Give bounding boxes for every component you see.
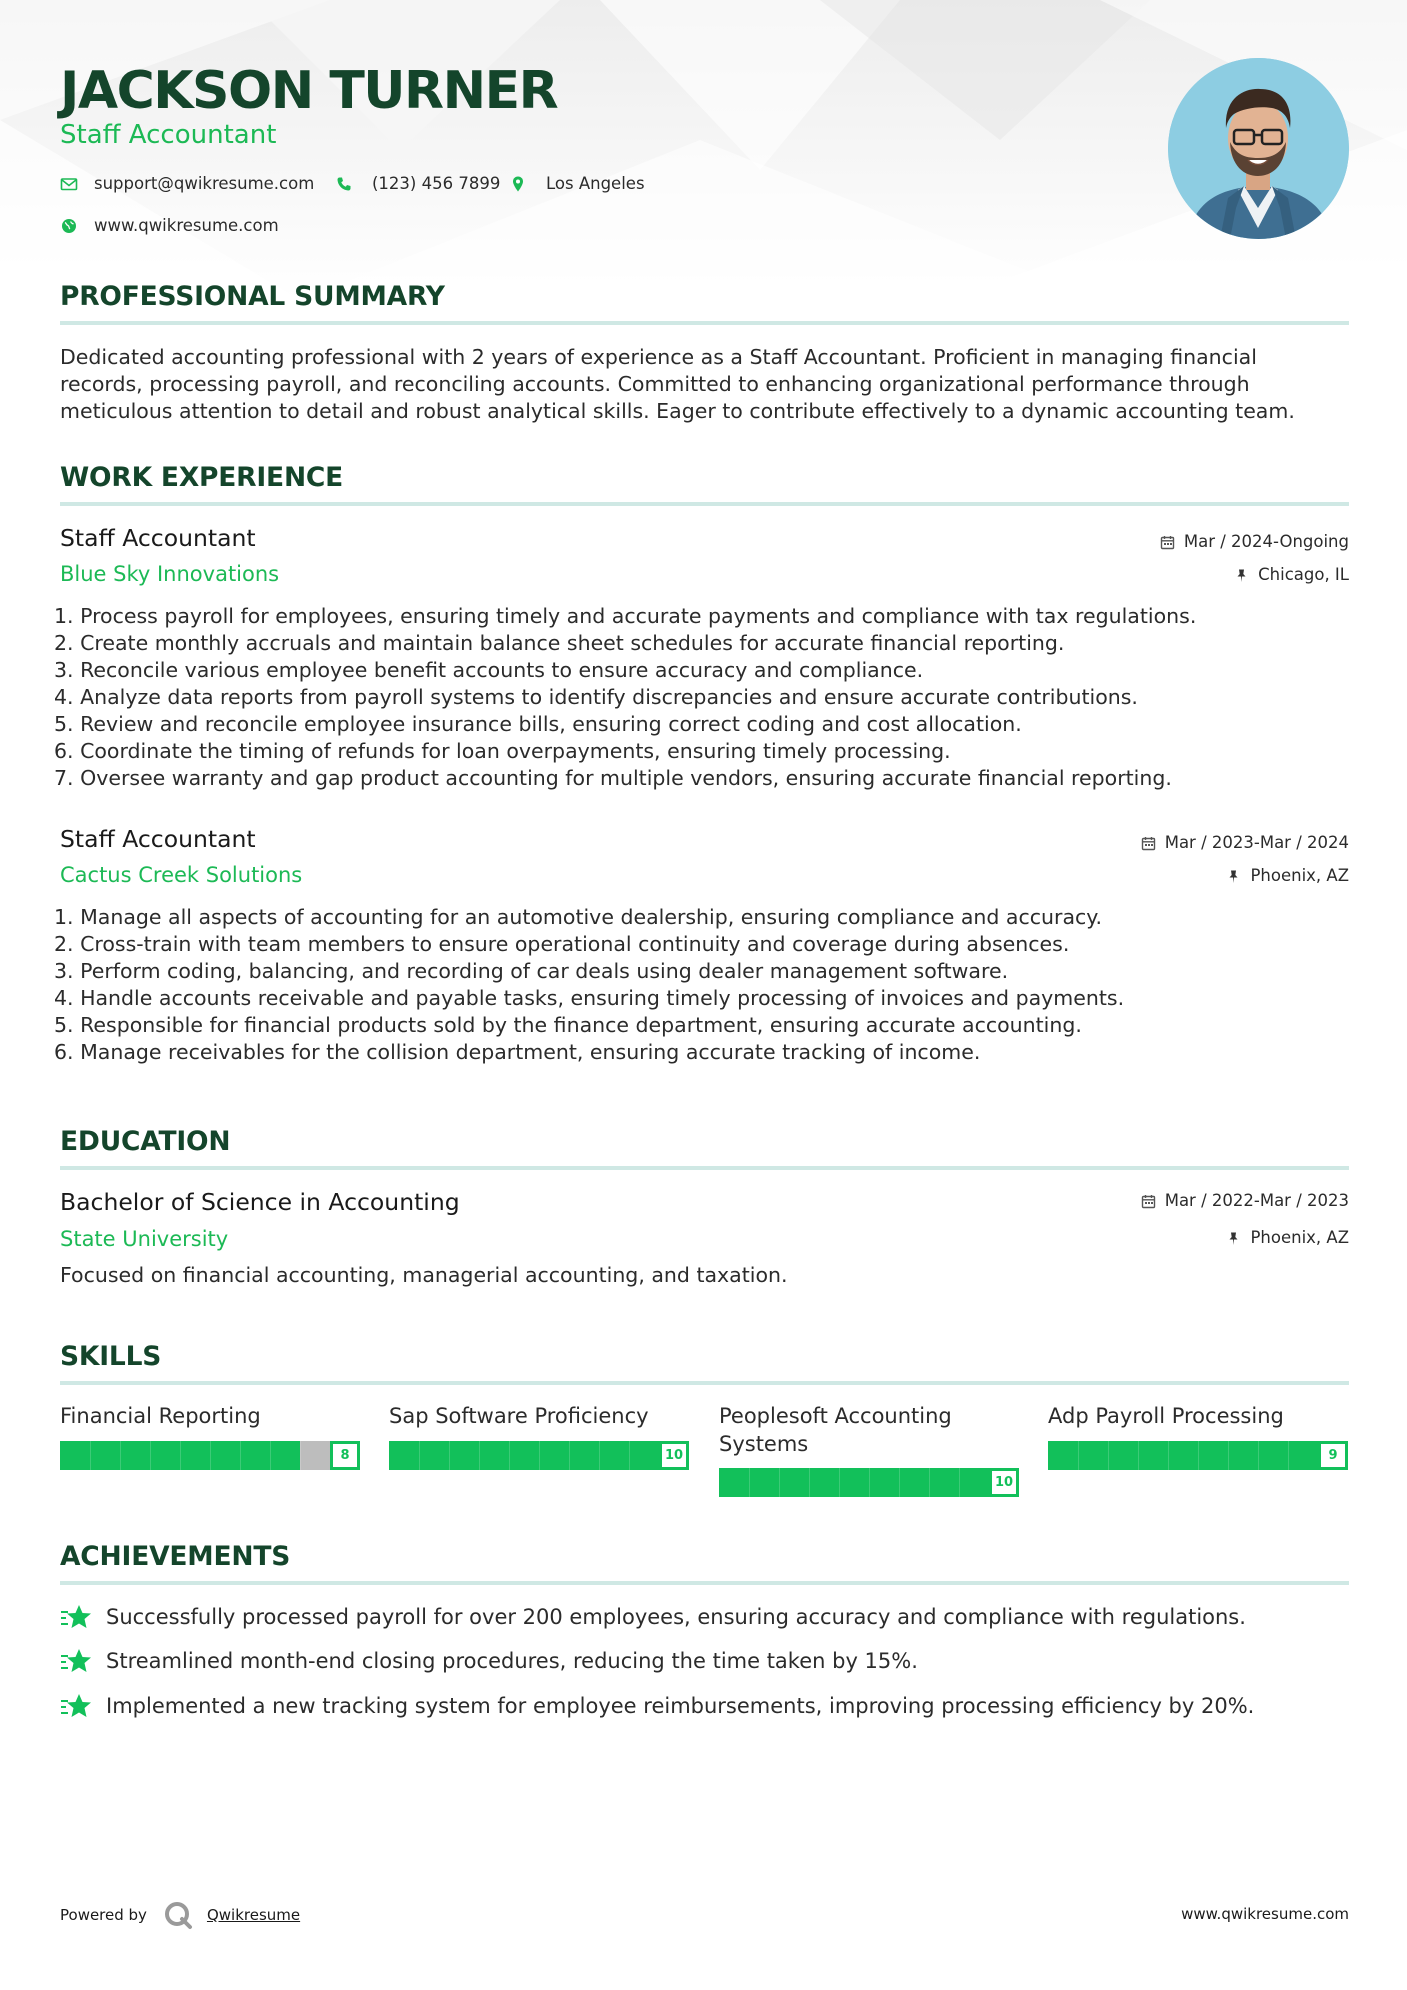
skill-meter-segment: [839, 1468, 840, 1497]
skill-label: Peoplesoft Accounting Systems: [719, 1404, 952, 1456]
skill-level: 8: [333, 1444, 357, 1467]
skill-label: Financial Reporting: [60, 1404, 261, 1428]
skill-meter-segment: [869, 1468, 870, 1497]
skill-meter-segment: [270, 1441, 271, 1470]
skill-meter-segment: [779, 1468, 780, 1497]
education-location-text: Phoenix, AZ: [1250, 1228, 1349, 1247]
phone-icon: [335, 175, 353, 193]
website-text[interactable]: www.qwikresume.com: [94, 216, 279, 235]
job-company: Blue Sky Innovations: [60, 562, 280, 586]
job-company: Cactus Creek Solutions: [60, 863, 303, 887]
map-pin-icon: [509, 175, 527, 193]
skill-meter-segment: [539, 1441, 540, 1470]
star-badge-icon: [60, 1692, 92, 1720]
summary-heading: PROFESSIONAL SUMMARY: [60, 281, 445, 312]
skill-meter-segment: [509, 1441, 510, 1470]
job-location-text: Chicago, IL: [1258, 565, 1349, 584]
job-responsibilities: [54, 603, 1354, 792]
skill-meter-segment: [449, 1441, 450, 1470]
skill-meter-segment: [1138, 1441, 1139, 1470]
skill-meter-fill: [1048, 1441, 1318, 1470]
skill-meter-segment: [1198, 1441, 1199, 1470]
contact-location: [509, 172, 645, 196]
skill-meter-segment: [1168, 1441, 1169, 1470]
list-item: 6. Manage receivables for the collision department, ensuring accurate tracking of income.: [54, 1040, 981, 1064]
list-item: 7. Oversee warranty and gap product accounting for multiple vendors, ensuring accurate financial reporting.: [54, 766, 1172, 790]
education-dates-text: Mar / 2022-Mar / 2023: [1164, 1191, 1349, 1210]
achievement-text: Successfully processed payroll for over 200 employees, ensuring accuracy and compliance with regulations.: [106, 1605, 1246, 1629]
education-divider: [60, 1166, 1349, 1170]
summary-line: records, processing payroll, and reconciling accounts. Committed to enhancing organizational performance through: [60, 372, 1250, 396]
skill-meter-segment: [1258, 1441, 1259, 1470]
email-text[interactable]: support@qwikresume.com: [94, 174, 315, 193]
skill-meter-segment: [1288, 1441, 1289, 1470]
skill-level-badge: [659, 1441, 689, 1470]
job-dates-text: Mar / 2024-Ongoing: [1183, 532, 1349, 551]
skill-meter-segment: [1078, 1441, 1079, 1470]
skill-meter-segment: [809, 1468, 810, 1497]
job-location-text: Phoenix, AZ: [1250, 866, 1349, 885]
education-degree: Bachelor of Science in Accounting: [60, 1188, 460, 1216]
skill-meter-segment: [150, 1441, 151, 1470]
skills-heading: SKILLS: [60, 1341, 162, 1372]
skill-meter: [1048, 1441, 1348, 1470]
list-item: 2. Create monthly accruals and maintain balance sheet schedules for accurate financial reporting.: [54, 631, 1065, 655]
skill-meter-segment: [210, 1441, 211, 1470]
pushpin-icon: [1226, 869, 1241, 884]
list-item: 4. Analyze data reports from payroll systems to identify discrepancies and ensure accurate contributions.: [54, 685, 1138, 709]
list-item: 2. Cross-train with team members to ensure operational continuity and coverage during absences.: [54, 932, 1070, 956]
skill-meter-segment: [929, 1468, 930, 1497]
calendar-icon: [1141, 1194, 1156, 1209]
job-location: [1234, 564, 1349, 586]
profile-photo: [1168, 58, 1349, 239]
skill-meter-segment: [1228, 1441, 1229, 1470]
footer-brand-link[interactable]: Qwikresume: [206, 1906, 301, 1924]
skill-meter-segment: [90, 1441, 91, 1470]
list-item: 5. Review and reconcile employee insurance bills, ensuring correct coding and cost allocation.: [54, 712, 1022, 736]
achievement-text: Streamlined month-end closing procedures, reducing the time taken by 15%.: [106, 1649, 918, 1673]
list-item: 6. Coordinate the timing of refunds for loan overpayments, ensuring timely processing.: [54, 739, 951, 763]
footer-powered-by: [60, 1900, 300, 1930]
education-location: [1226, 1227, 1349, 1249]
skill-meter-segment: [419, 1441, 420, 1470]
experience-divider: [60, 502, 1349, 506]
contact-phone[interactable]: [335, 172, 500, 196]
list-item: 3. Reconcile various employee benefit accounts to ensure accuracy and compliance.: [54, 658, 924, 682]
skill-meter-segment: [749, 1468, 750, 1497]
education-dates: [1141, 1190, 1349, 1212]
job-role: Staff Accountant: [60, 524, 256, 552]
job-dates: [1141, 832, 1349, 854]
list-item: 1. Process payroll for employees, ensuring timely and accurate payments and compliance with tax regulations.: [54, 604, 1197, 628]
powered-by-text: Powered by: [60, 1906, 147, 1924]
achievement-item: [60, 1646, 918, 1676]
skills-divider: [60, 1381, 1349, 1385]
candidate-name: JACKSON TURNER: [60, 61, 558, 121]
experience-heading: WORK EXPERIENCE: [60, 462, 344, 493]
skill-meter-segment: [1108, 1441, 1109, 1470]
skill-meter-segment: [629, 1441, 630, 1470]
star-badge-icon: [60, 1647, 92, 1675]
job-location: [1226, 865, 1349, 887]
skill-meter-segment: [120, 1441, 121, 1470]
phone-text[interactable]: (123) 456 7899: [372, 174, 501, 193]
skill-label: Sap Software Proficiency: [389, 1404, 649, 1428]
achievements-divider: [60, 1581, 1349, 1585]
skill-meter-segment: [300, 1441, 301, 1470]
contact-website[interactable]: [60, 214, 279, 238]
calendar-icon: [1141, 836, 1156, 851]
skill-meter: [60, 1441, 360, 1470]
qwikresume-logo-icon: [163, 1900, 193, 1930]
skill-label: Adp Payroll Processing: [1048, 1404, 1284, 1428]
pushpin-icon: [1226, 1231, 1241, 1246]
star-badge-icon: [60, 1603, 92, 1631]
skill-level-badge: [989, 1468, 1019, 1497]
calendar-icon: [1160, 535, 1175, 550]
skill-level: 10: [992, 1471, 1016, 1494]
contact-email[interactable]: [60, 172, 314, 196]
skill-meter-segment: [959, 1468, 960, 1497]
summary-text: [60, 344, 1349, 425]
skill-meter-segment: [899, 1468, 900, 1497]
achievement-item: [60, 1602, 1246, 1632]
list-item: 3. Perform coding, balancing, and recording of car deals using dealer management software.: [54, 959, 1009, 983]
summary-divider: [60, 321, 1349, 325]
candidate-title: Staff Accountant: [60, 120, 277, 150]
education-school: State University: [60, 1227, 229, 1251]
location-text: Los Angeles: [546, 174, 645, 193]
skill-meter-segment: [479, 1441, 480, 1470]
skill-meter-segment: [599, 1441, 600, 1470]
skill-level-badge: [330, 1441, 360, 1470]
skill-level: 9: [1321, 1444, 1345, 1467]
job-role: Staff Accountant: [60, 825, 256, 853]
summary-line: Dedicated accounting professional with 2 years of experience as a Staff Accountant. Proficient in managing financial: [60, 345, 1257, 369]
list-item: 5. Responsible for financial products sold by the finance department, ensuring accurate accounting.: [54, 1013, 1082, 1037]
list-item: 1. Manage all aspects of accounting for an automotive dealership, ensuring compliance and accuracy.: [54, 905, 1103, 929]
footer-website-link[interactable]: www.qwikresume.com: [1181, 1905, 1349, 1923]
job-dates-text: Mar / 2023-Mar / 2024: [1164, 833, 1349, 852]
job-dates: [1160, 531, 1349, 553]
globe-icon: [60, 217, 78, 235]
skill-meter: [389, 1441, 689, 1470]
job-responsibilities: [54, 904, 1354, 1066]
skill-level-badge: [1318, 1441, 1348, 1470]
education-description: Focused on financial accounting, managerial accounting, and taxation.: [60, 1263, 788, 1287]
achievement-item: [60, 1691, 1254, 1721]
skill-meter-segment: [240, 1441, 241, 1470]
education-heading: EDUCATION: [60, 1126, 231, 1157]
achievement-text: Implemented a new tracking system for employee reimbursements, improving processing efficiency by 20%.: [106, 1694, 1255, 1718]
skill-meter: [719, 1468, 1019, 1497]
summary-line: meticulous attention to detail and robust analytical skills. Eager to contribute effectively to a dynamic accounting team.: [60, 399, 1295, 423]
skill-level: 10: [662, 1444, 686, 1467]
skill-meter-segment: [180, 1441, 181, 1470]
list-item: 4. Handle accounts receivable and payable tasks, ensuring timely processing of invoices and payments.: [54, 986, 1125, 1010]
achievements-heading: ACHIEVEMENTS: [60, 1541, 291, 1572]
envelope-icon: [60, 175, 78, 193]
pushpin-icon: [1234, 568, 1249, 583]
skill-meter-segment: [569, 1441, 570, 1470]
